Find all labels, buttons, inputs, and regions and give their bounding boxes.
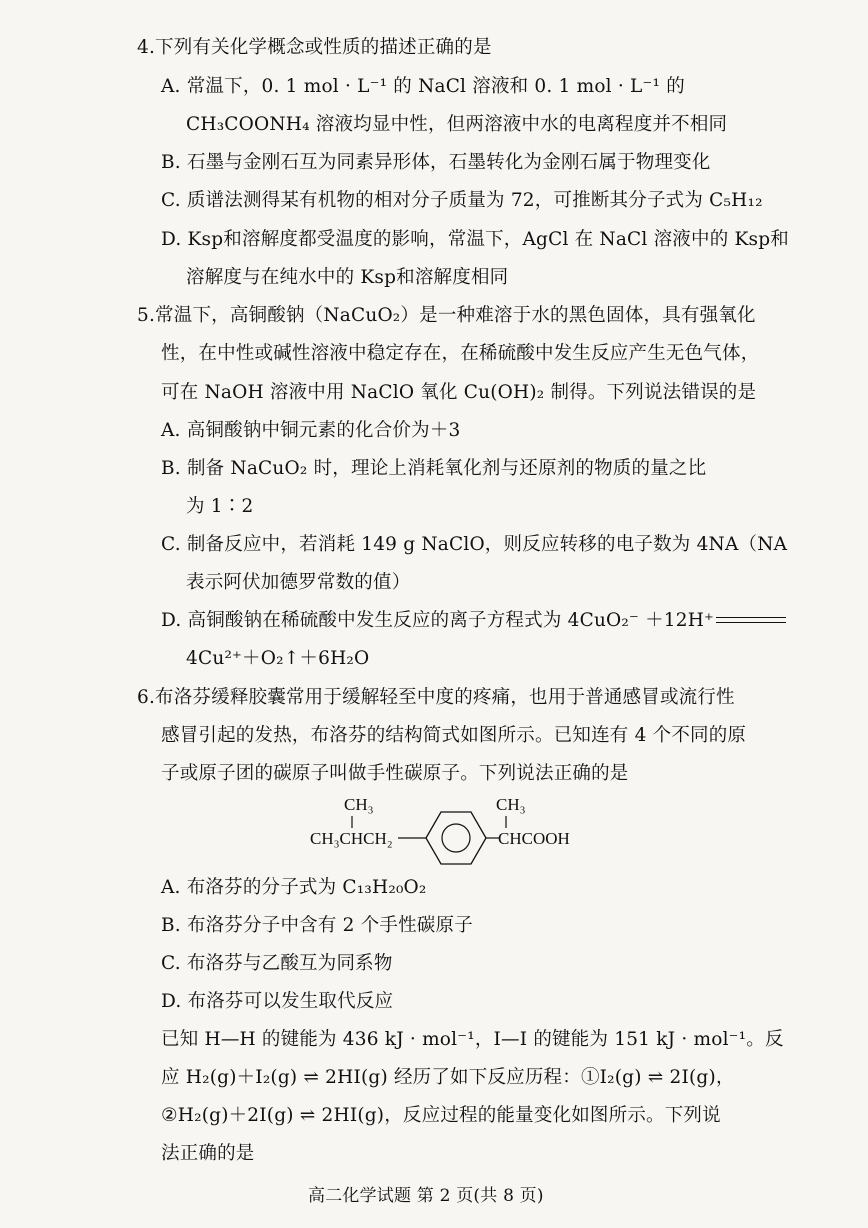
right-methyl-label: CH₃ bbox=[496, 795, 526, 814]
q5-option-d-line1 bbox=[161, 609, 788, 633]
q5-stem-line2: 性，在中性或碱性溶液中稳定存在，在稀硫酸中发生反应产生无色气体， bbox=[161, 343, 760, 364]
q7-stem-line2: 应 H₂(g)＋I₂(g) ⇌ 2HI(g) 经历了如下反应历程：①I₂(g) ⇌ 2I(g)， bbox=[161, 1067, 735, 1088]
q7-stem-line1: 已知 H—H 的键能为 436 kJ · mol⁻¹，I—I 的键能为 151 kJ · mol⁻¹。反 bbox=[161, 1029, 784, 1050]
q7-stem-line3: ②H₂(g)＋2I(g) ⇌ 2HI(g)，反应过程的能量变化如图所示。下列说 bbox=[161, 1105, 721, 1126]
q5-option-a: A. 高铜酸钠中铜元素的化合价为＋3 bbox=[161, 420, 461, 441]
benzene-ring bbox=[426, 812, 486, 864]
q4-option-b: B. 石墨与金刚石互为同素异形体，石墨转化为金刚石属于物理变化 bbox=[161, 152, 711, 173]
q4-stem: 4.下列有关化学概念或性质的描述正确的是 bbox=[137, 37, 492, 58]
q5-option-d-text: D. 高铜酸钠在稀硫酸中发生反应的离子方程式为 4CuO₂⁻ ＋12H⁺ bbox=[161, 610, 715, 631]
q4-option-a-line2: CH₃COONH₄ 溶液均显中性，但两溶液中水的电离程度并不相同 bbox=[186, 114, 728, 135]
q4-option-c: C. 质谱法测得某有机物的相对分子质量为 72，可推断其分子式为 C₅H₁₂ bbox=[161, 190, 763, 211]
q6-stem-line2: 感冒引起的发热，布洛芬的结构简式如图所示。已知连有 4 个不同的原 bbox=[161, 725, 747, 746]
q7-stem-line4: 法正确的是 bbox=[161, 1143, 255, 1164]
page-footer: 高二化学试题 第 2 页(共 8 页) bbox=[308, 1186, 544, 1206]
q6-option-a: A. 布洛芬的分子式为 C₁₃H₂₀O₂ bbox=[161, 877, 427, 898]
q4-option-d-line2: 溶解度与在纯水中的 Ksp和溶解度相同 bbox=[186, 267, 509, 288]
ibuprofen-structure bbox=[300, 790, 600, 870]
q6-option-b: B. 布洛芬分子中含有 2 个手性碳原子 bbox=[161, 915, 473, 936]
q6-option-c: C. 布洛芬与乙酸互为同系物 bbox=[161, 953, 393, 974]
q5-option-d-line2: 4Cu²⁺＋O₂↑＋6H₂O bbox=[186, 648, 370, 669]
q4-option-d-line1: D. Ksp和溶解度都受温度的影响，常温下，AgCl 在 NaCl 溶液中的 Ksp和 bbox=[161, 229, 789, 250]
isobutyl-chain-label: CH₃CHCH₂ bbox=[310, 829, 393, 848]
reaction-equals-sign bbox=[716, 615, 786, 627]
q5-option-b-line2: 为 1∶2 bbox=[186, 496, 254, 517]
q5-option-c-line2: 表示阿伏加德罗常数的值） bbox=[186, 572, 411, 593]
q5-stem-line1: 5.常温下，高铜酸钠（NaCuO₂）是一种难溶于水的黑色固体，具有强氧化 bbox=[137, 305, 756, 326]
q6-stem-line1: 6.布洛芬缓释胶囊常用于缓解轻至中度的疼痛，也用于普通感冒或流行性 bbox=[137, 687, 735, 708]
q4-option-a-line1: A. 常温下，0. 1 mol · L⁻¹ 的 NaCl 溶液和 0. 1 mol · L⁻¹ 的 bbox=[161, 76, 685, 97]
propionic-chain-label: CHCOOH bbox=[498, 829, 570, 848]
q5-stem-line3: 可在 NaOH 溶液中用 NaClO 氧化 Cu(OH)₂ 制得。下列说法错误的是 bbox=[161, 382, 757, 403]
q5-option-b-line1: B. 制备 NaCuO₂ 时，理论上消耗氧化剂与还原剂的物质的量之比 bbox=[161, 458, 707, 479]
q5-option-c-line1: C. 制备反应中，若消耗 149 g NaClO，则反应转移的电子数为 4NA（NA bbox=[161, 534, 788, 555]
left-methyl-label: CH₃ bbox=[344, 795, 374, 814]
q6-stem-line3: 子或原子团的碳原子叫做手性碳原子。下列说法正确的是 bbox=[161, 763, 629, 784]
q6-option-d: D. 布洛芬可以发生取代反应 bbox=[161, 991, 394, 1012]
benzene-ring-inner bbox=[442, 824, 470, 852]
